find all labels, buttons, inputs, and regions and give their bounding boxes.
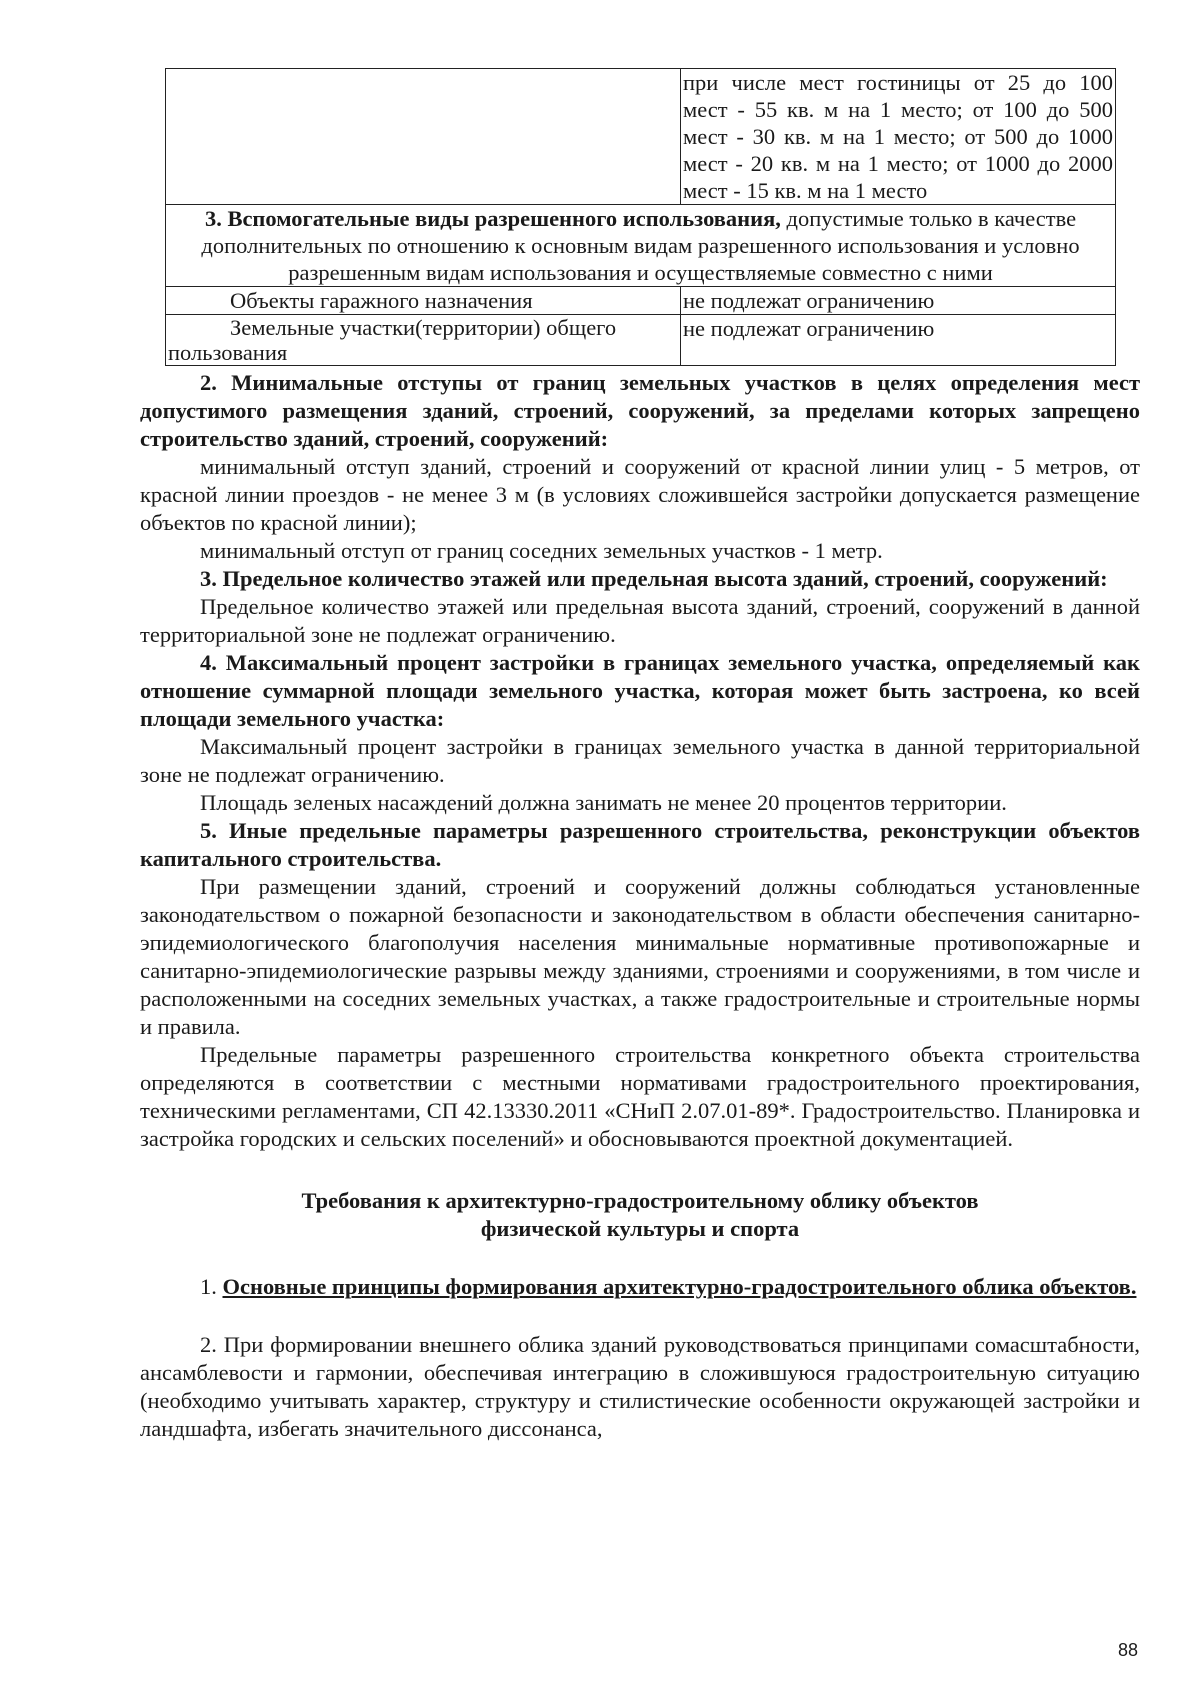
paragraph: Площадь зеленых насаждений должна занимать не менее 20 процентов территории.: [200, 790, 1007, 815]
paragraph: Максимальный процент застройки в границах земельного участка в данной территориальной зоне не подлежат ограничению.: [140, 734, 1140, 787]
list-item-title: Основные принципы формирования архитектурно-градостроительного облика объектов.: [222, 1274, 1137, 1299]
list-item-number: 1.: [200, 1274, 217, 1299]
chapter-title-line: физической культуры и спорта: [480, 1216, 800, 1241]
cell-line: мест - 55 кв. м на 1 место; от 100 до 500: [683, 97, 1113, 122]
cell-line: мест - 20 кв. м на 1 место; от 1000 до 2000: [683, 151, 1113, 176]
paragraph: Предельное количество этажей или предельная высота зданий, строений, сооружений в данной территориальной зоне не подлежат ограничению.: [140, 594, 1140, 647]
chapter-title-line: Требования к архитектурно-градостроительному облику объектов: [301, 1188, 979, 1213]
paragraph: Предельные параметры разрешенного строительства конкретного объекта строительства определяются в соответствии с местными нормативами градостроительного проектирования, техническими регламентами, СП 42.13330.2011 «СНиП 2.07.01-89*. Градостроительство. Планировка и застройка городских и сельских поселений» и обосновываются проектной документацией.: [140, 1042, 1140, 1151]
paragraph: минимальный отступ зданий, строений и сооружений от красной линии улиц - 5 метров, от красной линии проездов - не менее 3 м (в условиях сложившейся застройки допускается размещение объектов по красной линии);: [140, 454, 1140, 535]
section-heading-text: допустимые только в качестве дополнительных по отношению к основным видам разрешенного использования и условно разрешенным видам использования и осуществляемые совместно с ними: [201, 206, 1080, 285]
document-page: [140, 68, 1140, 1443]
row-name: Объекты гаражного назначения: [166, 287, 681, 315]
page-number: 88: [1117, 1640, 1138, 1660]
paragraph: При размещении зданий, строений и сооружений должны соблюдаться установленные законодательством о пожарной безопасности и законодательством в области обеспечения санитарно-эпидемиологического благополучия населения минимальные нормативные противопожарные и санитарно-эпидемиологические разрывы между зданиями, строениями и сооружениями, в том числе и расположенными на соседних земельных участках, а также градостроительные и строительные нормы и правила.: [140, 874, 1140, 1039]
table-section-row: [166, 205, 1116, 287]
cell-line: мест - 30 кв. м на 1 место; от 500 до 1000: [683, 124, 1113, 149]
table-cell-empty: [166, 69, 681, 205]
list-item: 2. При формировании внешнего облика зданий руководствоваться принципами сомасштабности, ансамблевости и гармонии, обеспечивая интеграцию в сложившуюся градостроительную ситуацию (необходимо учитывать характер, структуру и стилистические особенности окружающей застройки и ландшафта, избегать значительного диссонанса,: [140, 1332, 1140, 1441]
section-2-heading: 2. Минимальные отступы от границ земельных участков в целях определения мест допустимого размещения зданий, строений, сооружений, за пределами которых запрещено строительство зданий, строений, сооружений:: [140, 370, 1140, 451]
table-row: [166, 287, 1116, 315]
row-value: не подлежат ограничению: [681, 315, 1116, 366]
table-row: [166, 315, 1116, 366]
table-cell-hotel-norms: [681, 69, 1116, 205]
row-value: не подлежат ограничению: [681, 287, 1116, 315]
section-3-heading: 3. Предельное количество этажей или предельная высота зданий, строений, сооружений:: [200, 566, 1108, 591]
table-row: [166, 69, 1116, 205]
section-4-heading: 4. Максимальный процент застройки в границах земельного участка, определяемый как отношение суммарной площади земельного участка, которая может быть застроена, ко всей площади земельного участка:: [140, 650, 1140, 731]
list-item: [140, 1273, 1140, 1301]
row-name: Земельные участки(территории) общего пользования: [166, 315, 681, 366]
cell-line: мест - 15 кв. м на 1 место: [683, 178, 928, 203]
paragraph: минимальный отступ от границ соседних земельных участков - 1 метр.: [200, 538, 883, 563]
regulation-table: [165, 68, 1116, 366]
section-5-heading: 5. Иные предельные параметры разрешенного строительства, реконструкции объектов капитального строительства.: [140, 818, 1140, 871]
cell-line: при числе мест гостиницы от 25 до 100: [683, 70, 1113, 95]
chapter-title: [140, 1187, 1140, 1243]
section-heading-bold: 3. Вспомогательные виды разрешенного использования,: [204, 206, 781, 231]
section-heading-cell: [166, 205, 1116, 287]
